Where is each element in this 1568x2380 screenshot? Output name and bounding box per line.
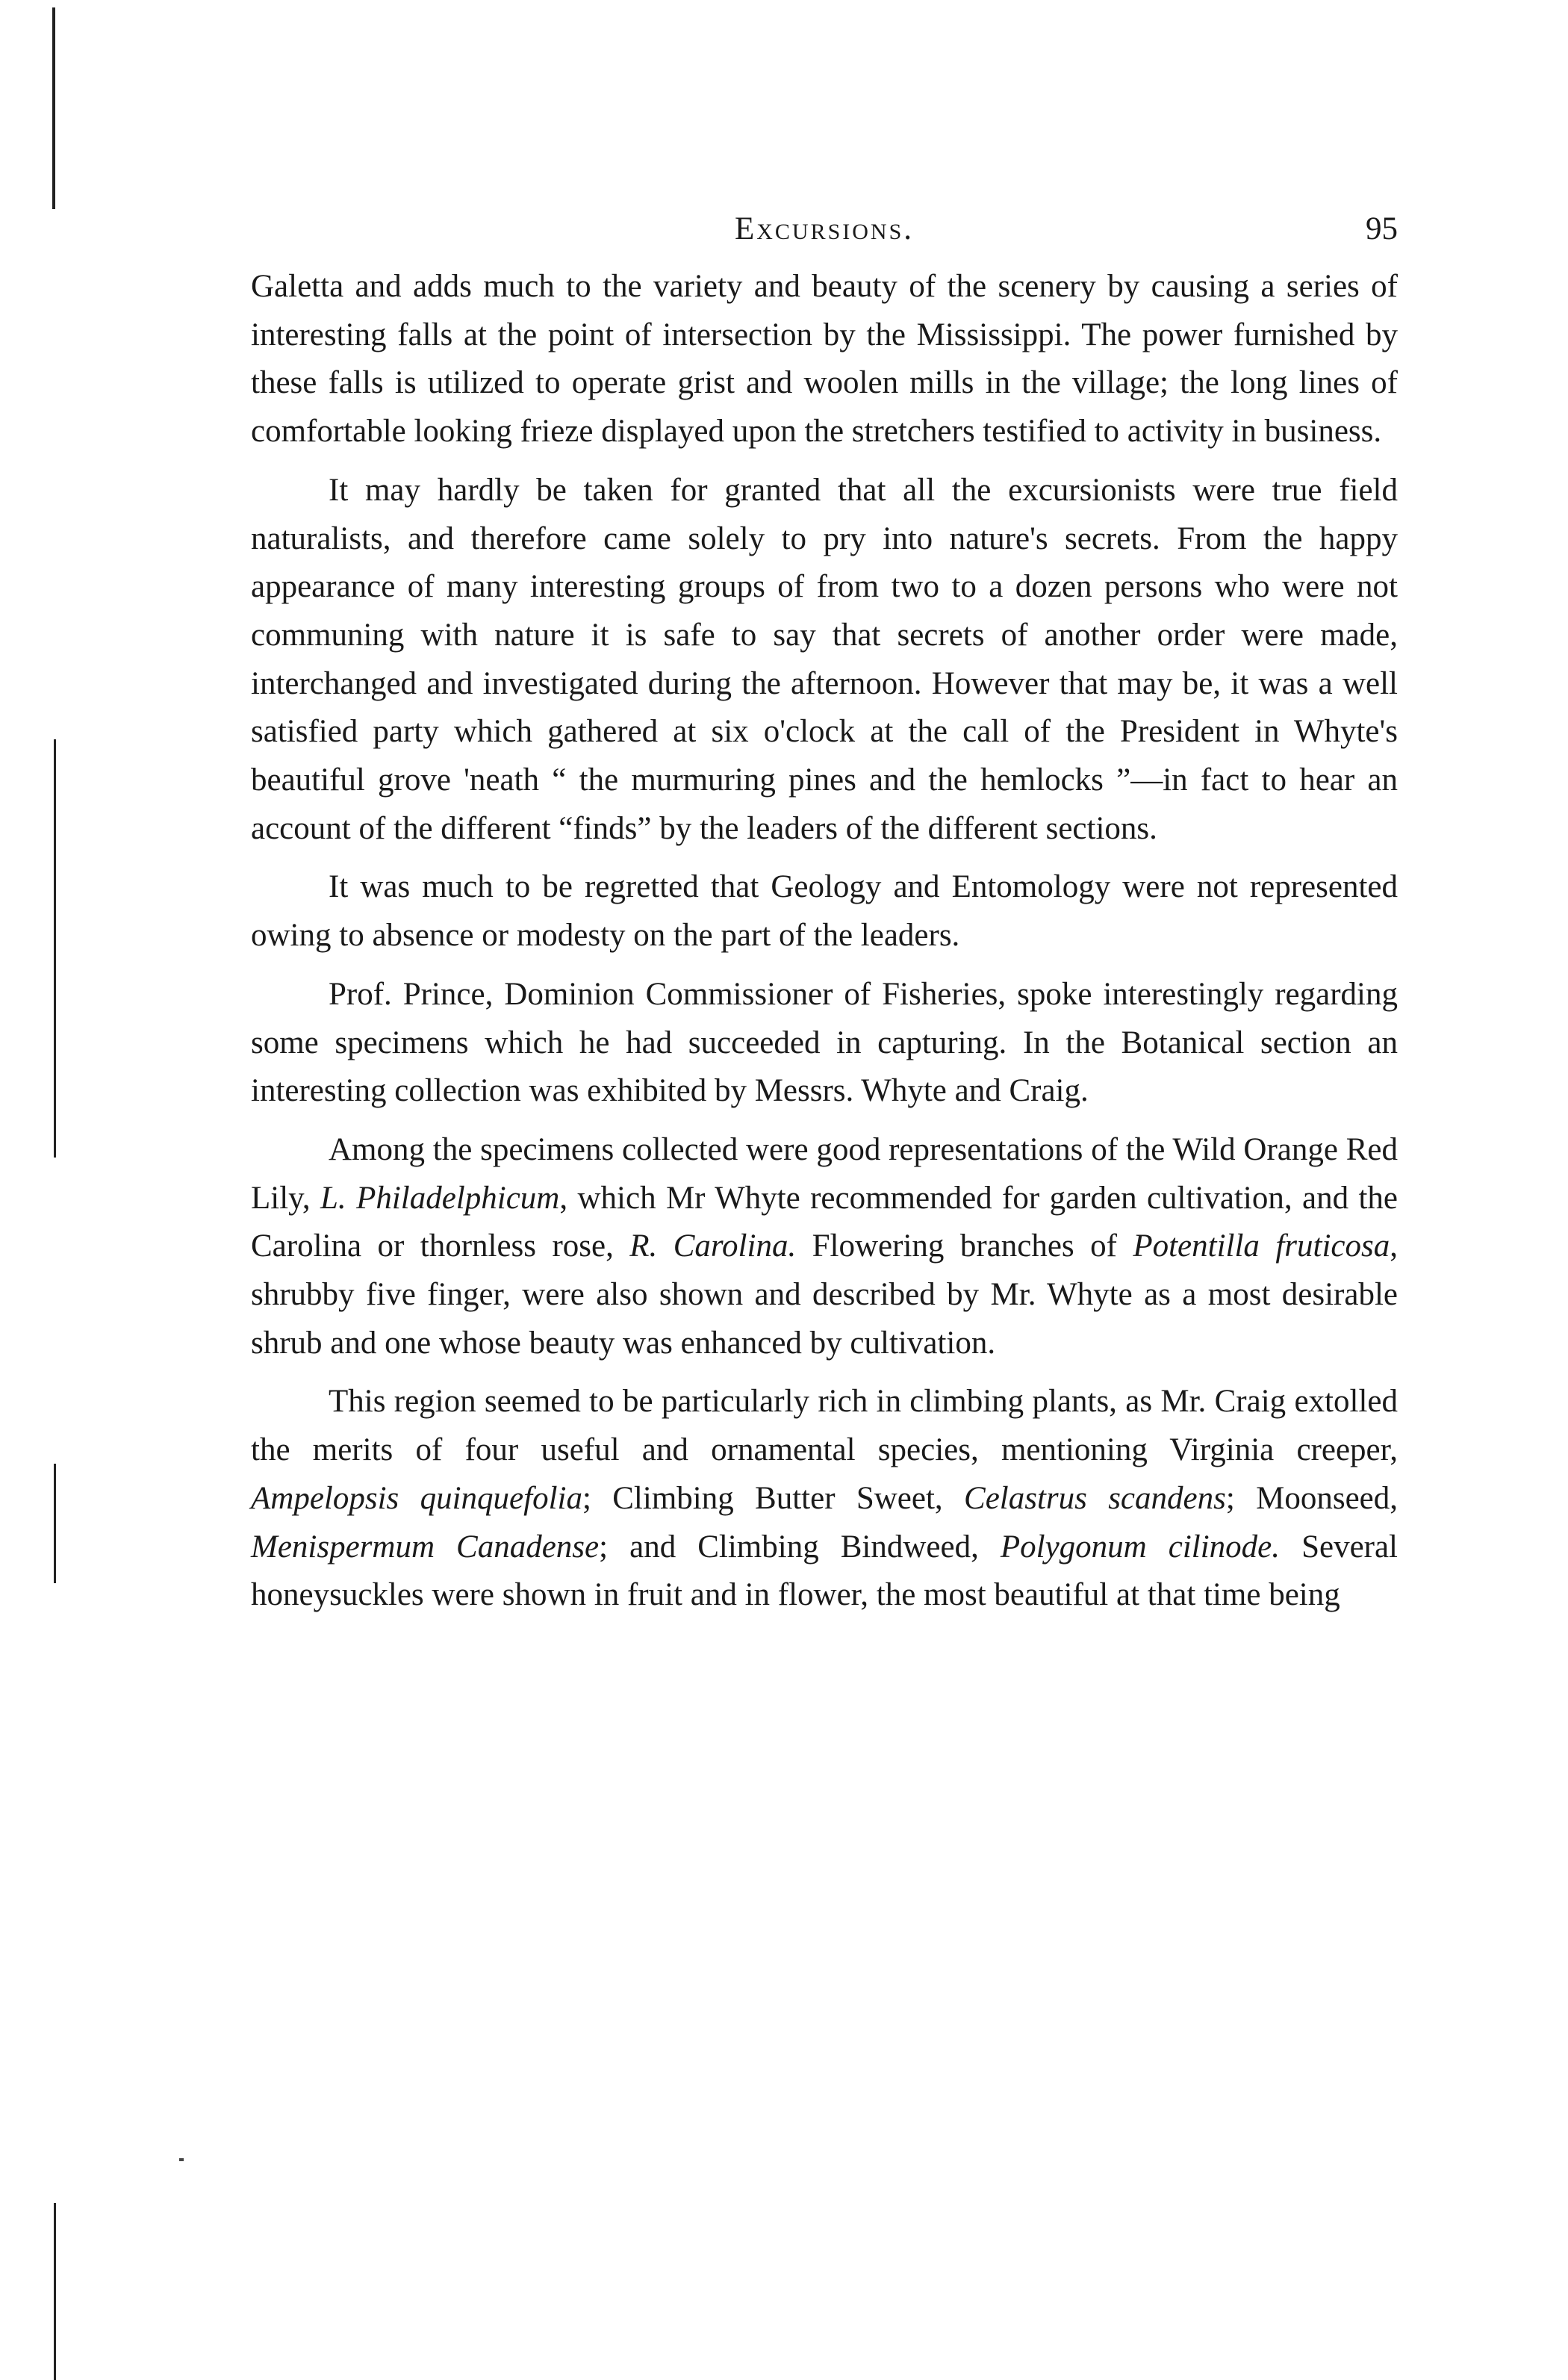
text-segment: , shrubby five finger, were also shown and described by Mr. Whyte as a most desirable shrub and one whose beauty was enhanced by cultivation. xyxy=(251,1228,1399,1361)
italic-text-segment: Polygonum cilinode. xyxy=(1000,1529,1281,1565)
paragraph xyxy=(251,863,1398,960)
italic-text-segment: Celastrus scandens xyxy=(964,1480,1226,1516)
paragraph xyxy=(251,263,1398,456)
text-segment: Among the specimens collected were good representations of the Wild Orange Red Lily, xyxy=(251,1131,1398,1216)
text-segment: Prof. Prince, Dominion Commissioner of Fisheries, spoke interestingly regarding some specimens which he had succeeded in capturing. In the Botanical section an interesting collection was exhibited by Messrs. Whyte and Craig. xyxy=(251,976,1398,1109)
italic-text-segment: L. Philadelphicum xyxy=(320,1180,560,1216)
page-content xyxy=(251,211,1398,1630)
paragraph xyxy=(251,1378,1398,1620)
italic-text-segment: Ampelopsis quinquefolia xyxy=(251,1480,582,1516)
stray-ink-mark xyxy=(179,2158,184,2161)
paragraph xyxy=(251,1126,1398,1368)
italic-text-segment: Potentilla fruticosa xyxy=(1133,1228,1390,1264)
scan-edge-line-lower xyxy=(54,1464,56,1583)
text-segment: Galetta and adds much to the variety and beauty of the scenery by causing a series of interesting falls at the point of intersection by the Mississippi. The power furnished by these falls is utilized to operate grist and woolen mills in the village; the long lines of comfortable looking frieze displayed upon the stretchers testified to activity in business. xyxy=(251,269,1398,450)
running-head xyxy=(251,211,1398,263)
text-segment: ; and Climbing Bindweed, xyxy=(599,1529,1001,1565)
text-segment: Several honeysuckles were shown in fruit and in flower, the most beautiful at that time being xyxy=(251,1529,1398,1613)
text-segment: Flowering branches of xyxy=(796,1228,1133,1264)
italic-text-segment: R. Carolina. xyxy=(629,1228,797,1264)
paragraph xyxy=(251,467,1398,854)
scan-edge-line-top xyxy=(52,7,55,209)
italic-text-segment: Menispermum Canadense xyxy=(251,1529,600,1565)
body-text xyxy=(251,263,1398,1620)
text-segment: ; Climbing Butter Sweet, xyxy=(582,1480,965,1516)
text-segment: It was much to be regretted that Geology and Entomology were not represented owing to absence or modesty on the part of the leaders. xyxy=(251,869,1398,954)
running-title: Excursions. xyxy=(734,211,915,246)
scan-edge-line-middle xyxy=(54,739,56,1158)
text-segment: , which Mr Whyte recommended for garden cultivation, and the Carolina or thornless rose, xyxy=(251,1180,1398,1264)
paragraph xyxy=(251,971,1398,1116)
text-segment: This region seemed to be particularly rich in climbing plants, as Mr. Craig extolled the merits of four useful and ornamental species, mentioning Virginia creeper, xyxy=(251,1384,1398,1468)
text-segment: It may hardly be taken for granted that all the excursionists were true field naturalists, and therefore came solely to pry into nature's secrets. From the happy appearance of many interesting groups of from two to a dozen persons who were not communing with nature it is safe to say that secrets of another order were made, interchanged and investigated during the afternoon. However that may be, it was a well satisfied party which gathered at six o'clock at the call of the President in Whyte's beautiful grove 'neath “ the murmuring pines and the hemlocks ”—in fact to hear an account of the different “finds” by the leaders of the different sections. xyxy=(251,472,1398,846)
text-segment: ; Moonseed, xyxy=(1225,1480,1399,1516)
scan-edge-line-bottom xyxy=(54,2203,56,2380)
page-number: 95 xyxy=(1366,211,1398,246)
